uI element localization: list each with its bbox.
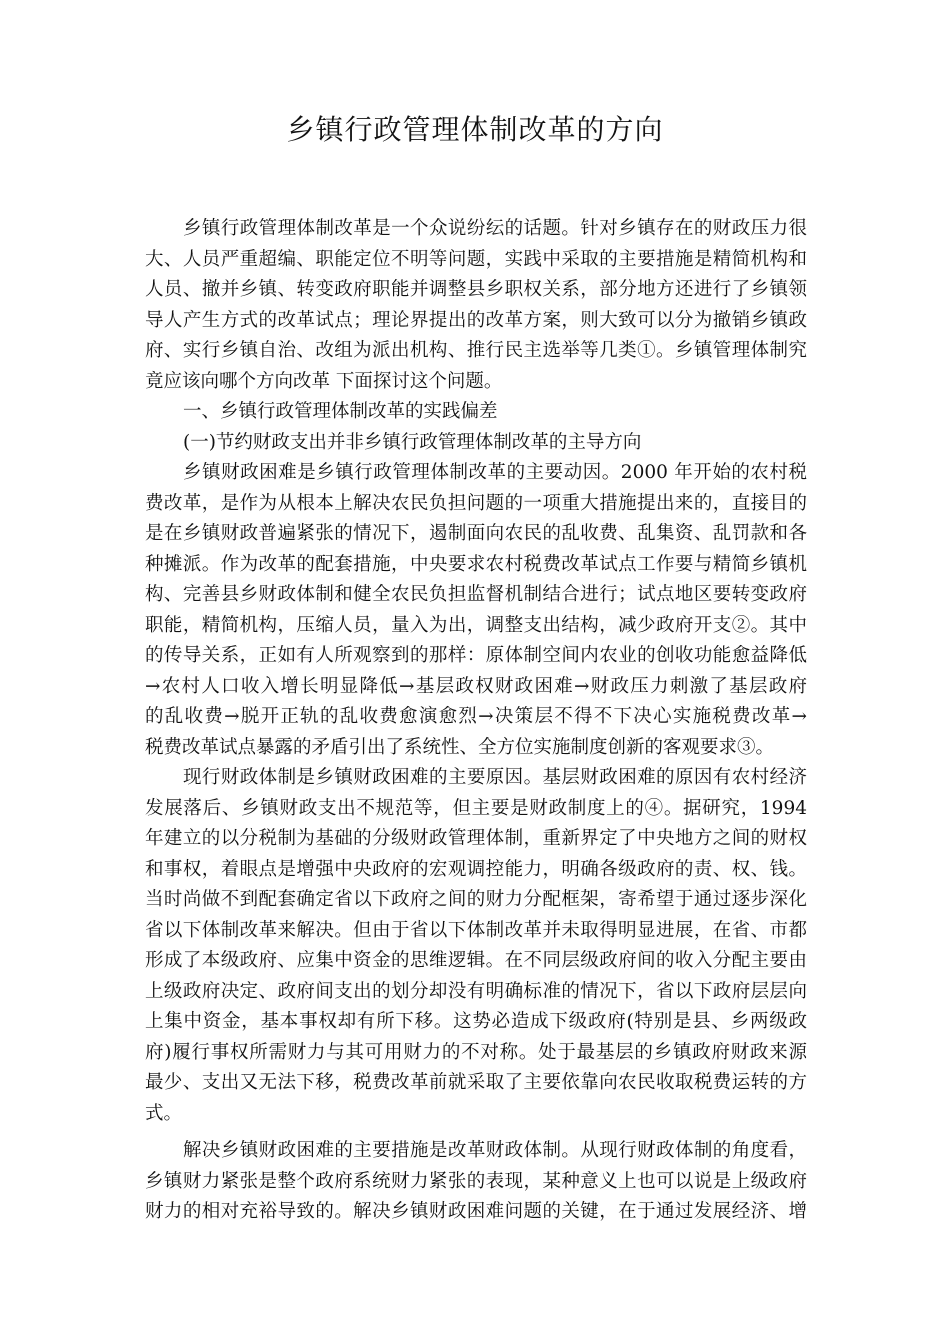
text-line: 乡镇行政管理体制改革是一个众说纷纭的话题。针对乡镇存在的财政压力很 bbox=[183, 218, 807, 239]
text-line: 乡镇财政困难是乡镇行政管理体制改革的主要动因。2000 年开始的农村税 bbox=[183, 462, 807, 483]
text-line: →农村人口收入增长明显降低→基层政权财政困难→财政压力刺激了基层政府 bbox=[145, 675, 807, 697]
text-line: 导人产生方式的改革试点；理论界提出的改革方案，则大致可以分为撤销乡镇政 bbox=[145, 309, 807, 331]
text-line: 发展落后、乡镇财政支出不规范等，但主要是财政制度上的④。据研究，1994 bbox=[145, 797, 807, 819]
text-line: 省以下体制改革来解决。但由于省以下体制改革并未取得明显进展，在省、市都 bbox=[145, 919, 807, 941]
text-line: 上级政府决定、政府间支出的划分却没有明确标准的情况下，省以下政府层层向 bbox=[145, 980, 807, 1002]
text-line: 现行财政体制是乡镇财政困难的主要原因。基层财政困难的原因有农村经济 bbox=[183, 767, 807, 788]
section-heading: 一、乡镇行政管理体制改革的实践偏差 bbox=[183, 401, 498, 422]
text-line: 人员、撤并乡镇、转变政府职能并调整县乡职权关系，部分地方还进行了乡镇领 bbox=[145, 279, 807, 300]
text-line: 费改革，是作为从根本上解决农民负担问题的一项重大措施提出来的，直接目的 bbox=[145, 492, 807, 514]
text-line: 上集中资金，基本事权却有所下移。这势必造成下级政府(特别是县、乡两级政 bbox=[145, 1011, 807, 1032]
subsection-heading: (一)节约财政支出并非乡镇行政管理体制改革的主导方向 bbox=[183, 431, 642, 453]
text-line: 式。 bbox=[145, 1102, 183, 1124]
text-line: 的乱收费→脱开正轨的乱收费愈演愈烈→决策层不得不下决心实施税费改革→ bbox=[145, 706, 807, 727]
text-line: 最少、支出又无法下移，税费改革前就采取了主要依靠向农民收取税费运转的方 bbox=[145, 1072, 807, 1093]
text-line: 种摊派。作为改革的配套措施，中央要求农村税费改革试点工作要与精简乡镇机 bbox=[145, 553, 807, 575]
text-line: 年建立的以分税制为基础的分级财政管理体制，重新界定了中央地方之间的财权 bbox=[145, 828, 807, 849]
text-line: 府、实行乡镇自治、改组为派出机构、推行民主选举等几类①。乡镇管理体制究 bbox=[145, 340, 807, 361]
text-line: 府)履行事权所需财力与其可用财力的不对称。处于最基层的乡镇政府财政来源 bbox=[145, 1041, 807, 1063]
document-title: 乡镇行政管理体制改革的方向 bbox=[286, 113, 664, 146]
text-line: 竟应该向哪个方向改革 下面探讨这个问题。 bbox=[145, 370, 503, 392]
text-line: 税费改革试点暴露的矛盾引出了系统性、全方位实施制度创新的客观要求③。 bbox=[145, 736, 775, 758]
text-line: 大、人员严重超编、职能定位不明等问题，实践中采取的主要措施是精简机构和 bbox=[145, 248, 807, 270]
text-line: 解决乡镇财政困难的主要措施是改革财政体制。从现行财政体制的角度看， bbox=[183, 1140, 807, 1161]
text-line: 的传导关系，正如有人所观察到的那样：原体制空间内农业的创收功能愈益降低 bbox=[145, 645, 807, 666]
text-line: 和事权，着眼点是增强中央政府的宏观调控能力，明确各级政府的责、权、钱。 bbox=[145, 858, 807, 880]
text-line: 当时尚做不到配套确定省以下政府之间的财力分配框架，寄希望于通过逐步深化 bbox=[145, 889, 807, 910]
text-line: 形成了本级政府、应集中资金的思维逻辑。在不同层级政府间的收入分配主要由 bbox=[145, 950, 807, 971]
text-line: 职能，精简机构，压缩人员，量入为出，调整支出结构，减少政府开支②。其中 bbox=[145, 614, 807, 636]
text-line: 构、完善县乡财政体制和健全农民负担监督机制结合进行；试点地区要转变政府 bbox=[145, 584, 807, 605]
text-line: 是在乡镇财政普遍紧张的情况下，遏制面向农民的乱收费、乱集资、乱罚款和各 bbox=[145, 523, 807, 544]
document-body bbox=[145, 214, 807, 1228]
text-line: 财力的相对充裕导致的。解决乡镇财政困难问题的关键，在于通过发展经济、增 bbox=[145, 1201, 807, 1222]
text-line: 乡镇财力紧张是整个政府系统财力紧张的表现，某种意义上也可以说是上级政府 bbox=[145, 1170, 807, 1192]
